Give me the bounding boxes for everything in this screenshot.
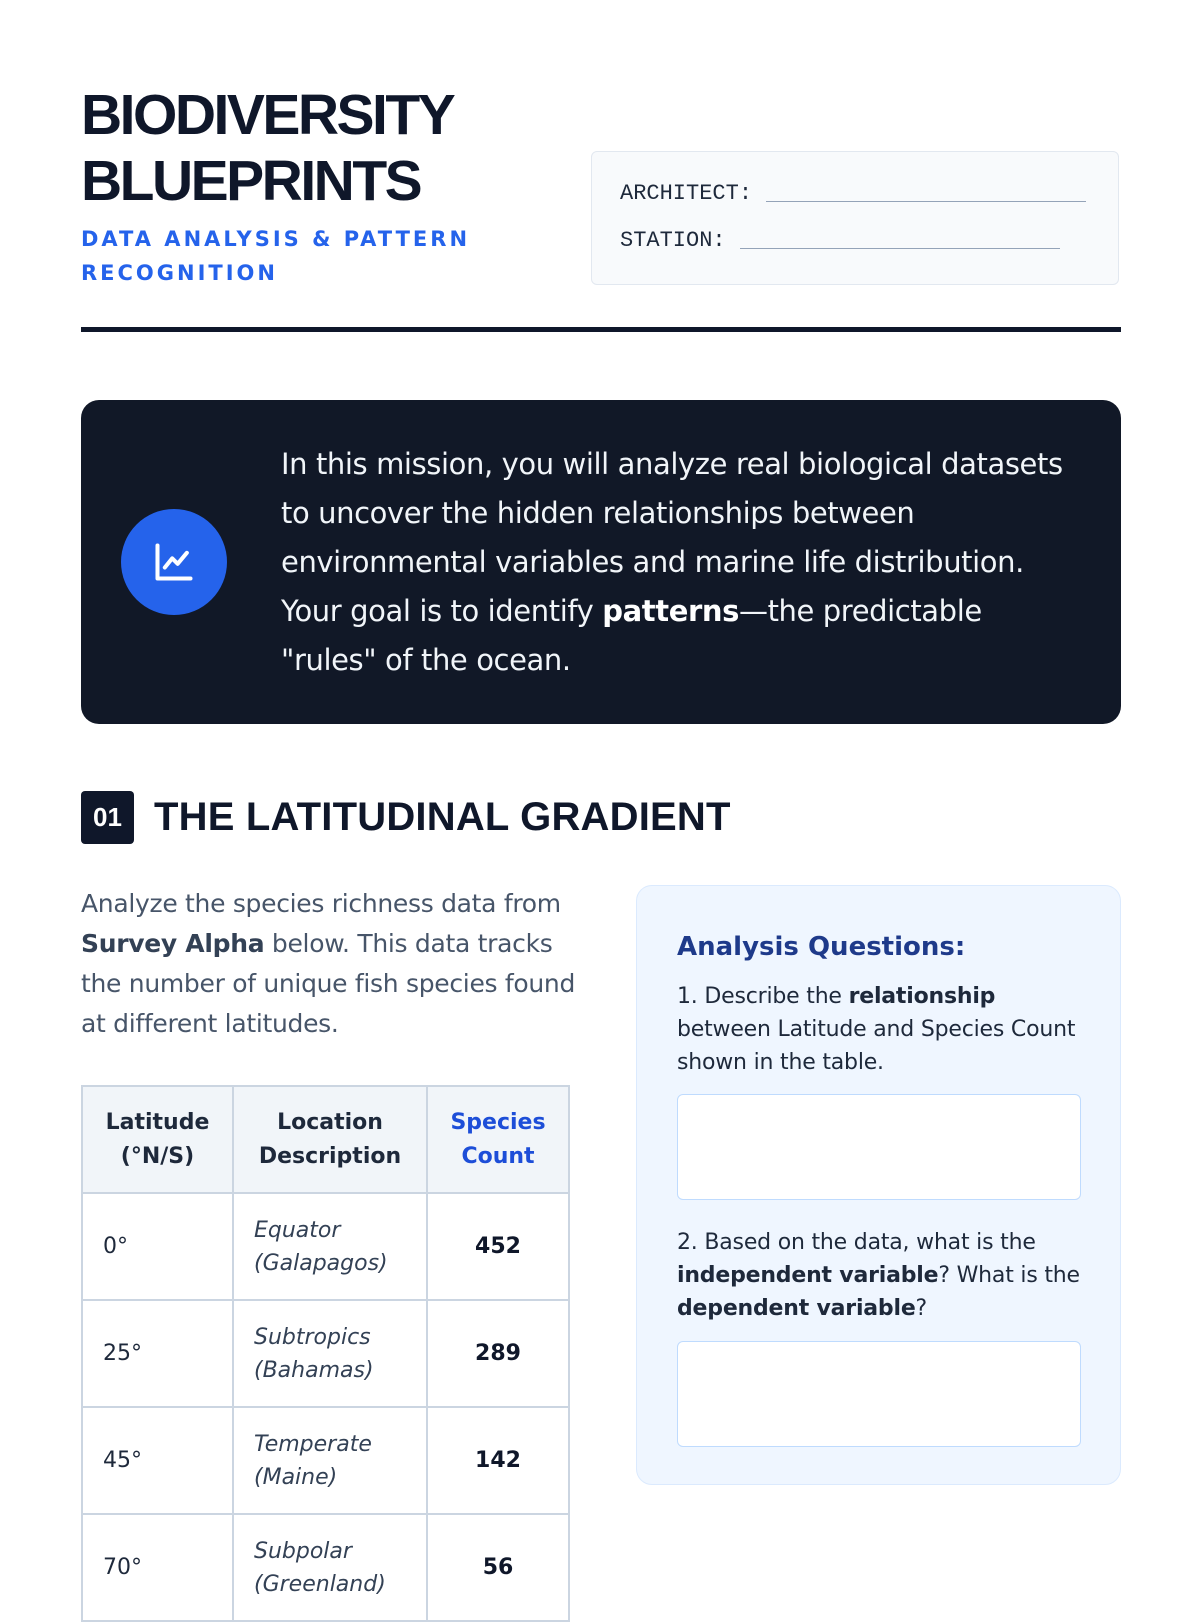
- page-title: [81, 82, 453, 214]
- section-title: THE LATITUDINAL GRADIENT: [154, 795, 731, 839]
- station-row: [620, 228, 1060, 258]
- table-row: [82, 1514, 569, 1621]
- header-location: Location Description: [233, 1086, 427, 1193]
- count-cell: 452: [427, 1193, 569, 1300]
- page-subtitle: [81, 222, 501, 290]
- analysis-questions-card: [636, 885, 1121, 1485]
- latitude-cell: 70°: [82, 1514, 233, 1621]
- count-cell: 289: [427, 1300, 569, 1407]
- location-cell: Temperate (Maine): [233, 1407, 427, 1514]
- location-cell: Subtropics (Bahamas): [233, 1300, 427, 1407]
- table-row: [82, 1300, 569, 1407]
- header-species-count: Species Count: [427, 1086, 569, 1193]
- title-line-2: BLUEPRINTS: [81, 149, 421, 213]
- header-divider: [81, 327, 1121, 332]
- latitude-cell: 45°: [82, 1407, 233, 1514]
- location-cell: Subpolar (Greenland): [233, 1514, 427, 1621]
- location-cell: Equator (Galapagos): [233, 1193, 427, 1300]
- mission-description: In this mission, you will analyze real biological datasets to uncover the hidden relationships between environmental variables and marine life distribution. Your goal is to identify patterns—the predictable "rules" of the ocean.: [281, 447, 1063, 677]
- question-1: 1. Describe the relationship between Latitude and Species Count shown in the table.: [677, 984, 1076, 1075]
- question-2: 2. Based on the data, what is the independent variable? What is the dependent variable?: [677, 1230, 1080, 1321]
- subtitle-line-2: RECOGNITION: [81, 261, 278, 285]
- count-cell: 56: [427, 1514, 569, 1621]
- latitude-cell: 0°: [82, 1193, 233, 1300]
- answer-box-2[interactable]: [677, 1341, 1081, 1447]
- mission-banner: [81, 400, 1121, 724]
- title-line-1: BIODIVERSITY: [81, 83, 454, 147]
- latitude-cell: 25°: [82, 1300, 233, 1407]
- section-number: 01: [81, 791, 134, 844]
- section-intro: Analyze the species richness data from Survey Alpha below. This data tracks the number of unique fish species found at different latitudes.: [81, 889, 576, 1038]
- subtitle-line-1: DATA ANALYSIS & PATTERN: [81, 227, 471, 251]
- architect-label: ARCHITECT:: [620, 181, 753, 206]
- station-label: STATION:: [620, 228, 726, 253]
- student-info-card: [591, 151, 1119, 285]
- architect-row: [620, 181, 1086, 211]
- header-latitude: Latitude (°N/S): [82, 1086, 233, 1193]
- line-chart-icon: [121, 509, 227, 615]
- table-row: [82, 1193, 569, 1300]
- worksheet-page: [81, 0, 1121, 1600]
- species-data-table: [81, 1085, 570, 1622]
- table-header-row: [82, 1086, 569, 1193]
- questions-title: Analysis Questions:: [677, 932, 966, 962]
- station-field[interactable]: [740, 248, 1060, 249]
- architect-field[interactable]: [766, 201, 1086, 202]
- count-cell: 142: [427, 1407, 569, 1514]
- table-row: [82, 1407, 569, 1514]
- answer-box-1[interactable]: [677, 1094, 1081, 1200]
